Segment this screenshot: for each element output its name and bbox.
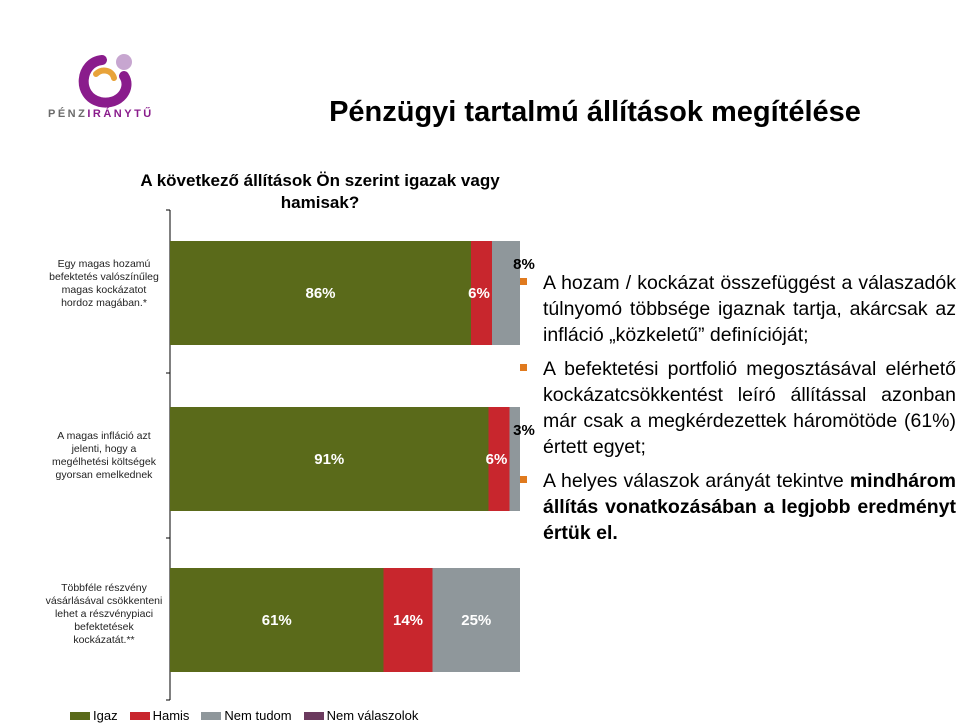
- bullet-item: A befektetési portfolió megosztásával elérhető kockázatcsökkentést leíró állítással azonban már csak a megkérdezettek háromötöde (61%) értett egyet;: [520, 356, 956, 460]
- bullet-item: A hozam / kockázat összefüggést a válaszadók túlnyomó többsége igaznak tartja, akárcsak az infláció „közkeletű” definícióját;: [520, 270, 956, 348]
- legend-label: Igaz: [93, 708, 118, 723]
- legend-item: [304, 708, 419, 723]
- category-label: A magas infláció azt jelenti, hogy a megélhetési költségek gyorsan emelkednek: [52, 430, 156, 481]
- category-label: Egy magas hozamú befektetés valószínűleg magas kockázatot hordoz magában.*: [49, 258, 159, 309]
- legend-swatch: [130, 712, 150, 720]
- data-label: 6%: [468, 285, 490, 302]
- legend-swatch: [304, 712, 324, 720]
- chart-title: A következő állítások Ön szerint igazak vagy hamisak?: [140, 171, 500, 212]
- legend-swatch: [70, 712, 90, 720]
- legend-label: Hamis: [152, 708, 190, 723]
- data-label: 3%: [513, 422, 535, 439]
- data-label: 14%: [392, 612, 424, 629]
- logo-wordmark: PÉNZIRÁNYTŰ: [48, 108, 154, 120]
- summary-bullets: [520, 270, 956, 554]
- legend-swatch: [201, 712, 221, 720]
- data-label: 61%: [261, 612, 292, 629]
- data-label: 8%: [513, 256, 535, 273]
- chart-legend: [70, 708, 418, 723]
- page-title: Pénzügyi tartalmú állítások megítélése: [329, 96, 861, 128]
- bullet-item: A helyes válaszok arányát tekintve mindhárom állítás vonatkozásában a legjobb eredményt értük el.: [520, 468, 956, 546]
- legend-item: [130, 708, 190, 723]
- data-label: 91%: [314, 451, 345, 468]
- data-label: 86%: [305, 285, 336, 302]
- legend-label: Nem tudom: [224, 708, 292, 723]
- bullet-square-icon: [520, 278, 527, 285]
- data-label: 25%: [461, 612, 492, 629]
- data-label: 6%: [485, 451, 508, 468]
- category-label: Többféle részvény vásárlásával csökkenteni lehet a részvénypiaci befektetések kockázatát.**: [45, 582, 163, 646]
- bullet-square-icon: [520, 364, 527, 371]
- legend-label: Nem válaszolok: [326, 708, 419, 723]
- legend-item: [201, 708, 291, 723]
- legend-item: [70, 708, 118, 723]
- bullet-square-icon: [520, 476, 527, 483]
